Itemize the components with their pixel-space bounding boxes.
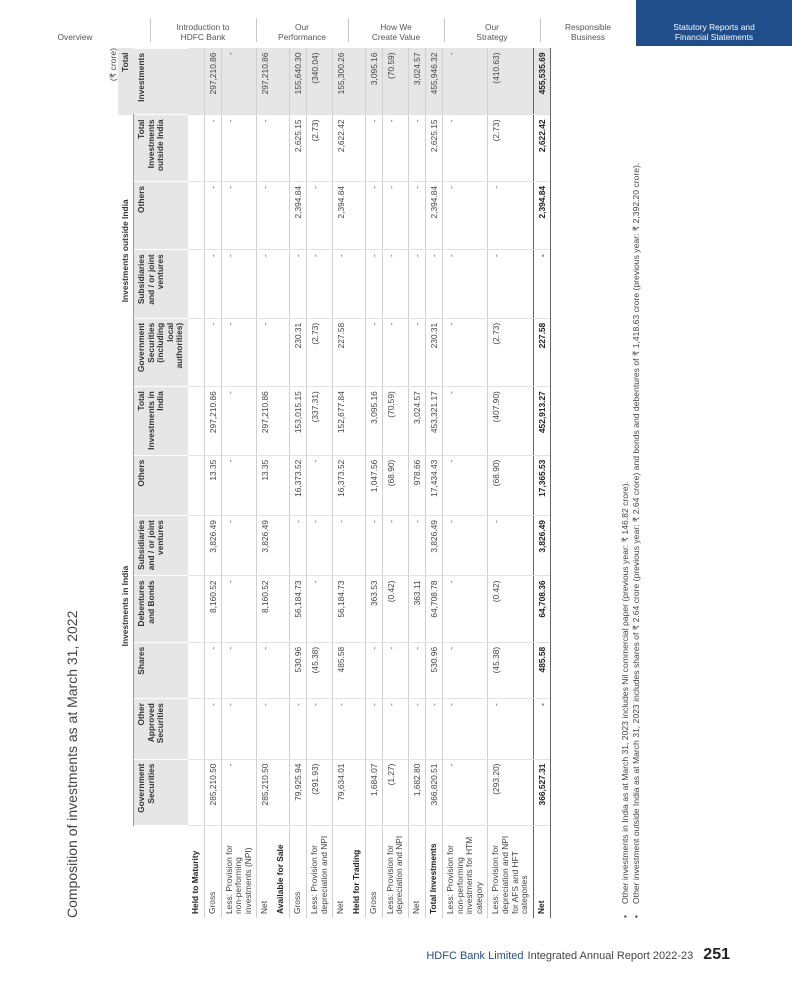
table-cell: 3,826.49: [257, 516, 274, 576]
table-cell: 2,394.84: [426, 181, 443, 249]
footer-report-name: Integrated Annual Report 2022-23: [527, 950, 694, 962]
nav-label: Statutory Reports and Financial Statements: [673, 22, 755, 42]
table-cell: [188, 759, 204, 825]
row-label: Less: Provision for depreciation and NPI: [307, 825, 333, 918]
table-cell: 230.31: [290, 318, 307, 386]
group-header-india: Investments in India: [118, 387, 134, 826]
table-cell: -: [257, 250, 274, 318]
table-cell: (2.73): [488, 115, 533, 181]
table-cell: 3,095.16: [365, 49, 382, 115]
table-cell: [188, 576, 204, 642]
table-cell: -: [257, 115, 274, 181]
table-cell: -: [307, 455, 333, 515]
table-cell: 64,708.36: [533, 576, 550, 642]
table-cell: 3,024.57: [409, 387, 426, 455]
blank-header: [134, 825, 188, 918]
table-row: [333, 49, 350, 919]
table-cell: 13.35: [257, 455, 274, 515]
table-cell: -: [204, 181, 221, 249]
table-body: [188, 49, 550, 919]
table-cell: -: [443, 699, 488, 759]
table-cell: [188, 49, 204, 115]
table-cell: -: [382, 115, 408, 181]
table-cell: [349, 115, 365, 181]
table-cell: [188, 642, 204, 698]
table-cell: -: [382, 516, 408, 576]
nav-overview[interactable]: [0, 0, 150, 46]
row-label: Total Investments: [426, 825, 443, 918]
table-cell: 2,625.15: [426, 115, 443, 181]
table-cell: 2,622.42: [533, 115, 550, 181]
table-cell: -: [204, 642, 221, 698]
table-cell: (407.90): [488, 387, 533, 455]
table-cell: 285,210.50: [204, 759, 221, 825]
table-cell: (70.59): [382, 49, 408, 115]
table-cell: (337.31): [307, 387, 333, 455]
table-cell: -: [257, 318, 274, 386]
table-cell: (45.38): [307, 642, 333, 698]
table-cell: -: [290, 516, 307, 576]
table-cell: 3,826.49: [533, 516, 550, 576]
footnote-text: Other investments in India as at March 31, 2023 includes Nil commercial paper (previous year: ₹ 146.82 crore).: [620, 481, 630, 904]
table-cell: -: [290, 250, 307, 318]
table-row: [221, 49, 257, 919]
row-label: Available for Sale: [275, 844, 286, 914]
table-cell: 79,925.94: [290, 759, 307, 825]
column-header: Government Securities (including local authorities): [134, 318, 188, 386]
table-cell: 64,708.78: [426, 576, 443, 642]
table-row: [409, 49, 426, 919]
group-header-total: Total: [118, 49, 134, 115]
row-label: Less: Provision for depreciation and NPI for AFS and HFT categories: [488, 825, 533, 918]
nav-label: Introduction to HDFC Bank: [176, 22, 230, 42]
table-cell: -: [365, 516, 382, 576]
column-header: Debentures and Bonds: [134, 576, 188, 642]
table-row: [365, 49, 382, 919]
table-cell: -: [488, 699, 533, 759]
table-cell: 297,210.86: [257, 49, 274, 115]
section-nav: [0, 0, 792, 46]
table-cell: -: [221, 115, 257, 181]
table-cell: 16,373.52: [290, 455, 307, 515]
nav-create-value[interactable]: [348, 0, 444, 46]
table-cell: -: [221, 49, 257, 115]
table-cell: -: [443, 387, 488, 455]
table-cell: -: [307, 576, 333, 642]
table-cell: 2,394.84: [533, 181, 550, 249]
table-cell: (293.20): [488, 759, 533, 825]
table-cell: [349, 576, 365, 642]
table-row: [204, 49, 221, 919]
table-row: [290, 49, 307, 919]
table-cell: 8,160.52: [257, 576, 274, 642]
row-label: Held for Trading: [351, 849, 362, 914]
table-cell: -: [443, 181, 488, 249]
table-cell: 155,640.30: [290, 49, 307, 115]
table-cell: 17,365.53: [533, 455, 550, 515]
table-cell: -: [307, 516, 333, 576]
page-footer: [426, 946, 730, 964]
row-label: Net: [533, 825, 550, 918]
table-cell: -: [221, 387, 257, 455]
table-cell: -: [443, 455, 488, 515]
table-cell: 227.58: [533, 318, 550, 386]
table-cell: -: [365, 250, 382, 318]
table-cell: 485.58: [333, 642, 350, 698]
section-row: [188, 49, 204, 919]
page-number: 251: [703, 946, 730, 963]
table-cell: [188, 516, 204, 576]
nav-label: Overview: [57, 32, 93, 42]
table-cell: -: [443, 576, 488, 642]
row-label: Net: [257, 825, 274, 918]
table-cell: [188, 318, 204, 386]
table-cell: 530.96: [426, 642, 443, 698]
row-label: Gross: [365, 825, 382, 918]
table-cell: 3,095.16: [365, 387, 382, 455]
footnotes: [620, 48, 641, 918]
table-cell: -: [307, 250, 333, 318]
table-cell: [349, 699, 365, 759]
table-cell: -: [426, 699, 443, 759]
table-cell: [188, 699, 204, 759]
table-cell: -: [307, 699, 333, 759]
row-label: Less: Provision for non-performing investments (NPI): [221, 825, 257, 918]
table-cell: -: [333, 516, 350, 576]
table-cell: [188, 250, 204, 318]
table-cell: [349, 318, 365, 386]
table-cell: [273, 642, 289, 698]
table-cell: [349, 455, 365, 515]
table-cell: -: [426, 250, 443, 318]
table-cell: -: [488, 181, 533, 249]
table-cell: 366,820.51: [426, 759, 443, 825]
table-cell: -: [221, 318, 257, 386]
table-cell: 366,527.31: [533, 759, 550, 825]
table-cell: 1,047.56: [365, 455, 382, 515]
table-cell: [273, 49, 289, 115]
table-cell: (340.04): [307, 49, 333, 115]
table-cell: 285,210.50: [257, 759, 274, 825]
table-cell: -: [257, 642, 274, 698]
table-cell: 3,826.49: [426, 516, 443, 576]
table-cell: -: [365, 181, 382, 249]
table-cell: 297,210.86: [204, 387, 221, 455]
table-cell: 455,946.32: [426, 49, 443, 115]
table-cell: 453,321.17: [426, 387, 443, 455]
table-cell: -: [443, 115, 488, 181]
page-title: Composition of investments as at March 31, 2022: [64, 610, 80, 918]
table-cell: (1.27): [382, 759, 408, 825]
table-cell: -: [382, 699, 408, 759]
table-cell: 17,434.43: [426, 455, 443, 515]
table-cell: (291.93): [307, 759, 333, 825]
investments-table: [118, 48, 551, 918]
table-cell: 363.53: [365, 576, 382, 642]
table-cell: [273, 455, 289, 515]
table-cell: 16,373.52: [333, 455, 350, 515]
row-label: Less: Provision for non-performing investments for HTM category: [443, 825, 488, 918]
column-header: Investments: [134, 49, 188, 115]
table-cell: 2,394.84: [290, 181, 307, 249]
table-cell: (70.59): [382, 387, 408, 455]
table-cell: [273, 318, 289, 386]
column-header: Other Approved Securities: [134, 699, 188, 759]
table-cell: -: [443, 250, 488, 318]
table-cell: [273, 759, 289, 825]
table-row: [307, 49, 333, 919]
column-header-row: [134, 49, 188, 919]
row-label: Held to Maturity: [190, 850, 201, 914]
table-row: [443, 49, 488, 919]
nav-label: How We Create Value: [371, 22, 421, 42]
section-row: [273, 49, 289, 919]
table-cell: [188, 181, 204, 249]
table-cell: [349, 387, 365, 455]
table-row: [426, 49, 443, 919]
table-cell: -: [204, 318, 221, 386]
table-cell: (2.73): [307, 115, 333, 181]
footnote: [631, 48, 642, 918]
table-row: [488, 49, 533, 919]
table-cell: (2.73): [488, 318, 533, 386]
table-cell: (68.90): [382, 455, 408, 515]
table-cell: [273, 115, 289, 181]
table-cell: -: [333, 250, 350, 318]
table-cell: 155,300.26: [333, 49, 350, 115]
table-cell: -: [409, 250, 426, 318]
table-cell: -: [290, 699, 307, 759]
footer-brand: HDFC Bank Limited: [426, 950, 524, 962]
table-cell: -: [365, 699, 382, 759]
table-cell: 363.11: [409, 576, 426, 642]
blank-header: [118, 825, 134, 918]
table-cell: 230.31: [426, 318, 443, 386]
nav-strategy[interactable]: [444, 0, 540, 46]
table-cell: 56,184.73: [333, 576, 350, 642]
table-cell: 153,015.15: [290, 387, 307, 455]
table-cell: -: [488, 250, 533, 318]
row-label: Less: Provision for depreciation and NPI: [382, 825, 408, 918]
table-cell: 1,684.07: [365, 759, 382, 825]
column-header: Total Investments outside India: [134, 115, 188, 181]
table-cell: -: [365, 115, 382, 181]
table-row: [257, 49, 274, 919]
table-cell: [349, 516, 365, 576]
table-cell: (2.73): [307, 318, 333, 386]
group-header-row: [118, 49, 134, 919]
rotated-page-content: [64, 48, 664, 918]
table-cell: [273, 576, 289, 642]
row-label: Gross: [204, 825, 221, 918]
table-cell: 530.96: [290, 642, 307, 698]
table-cell: [349, 759, 365, 825]
group-header-outside: Investments outside India: [118, 115, 134, 387]
table-cell: 2,622.42: [333, 115, 350, 181]
table-cell: 227.58: [333, 318, 350, 386]
table-cell: -: [307, 181, 333, 249]
table-cell: [349, 642, 365, 698]
column-header: Government Securities: [134, 759, 188, 825]
table-cell: -: [257, 699, 274, 759]
table-cell: [273, 181, 289, 249]
table-cell: -: [365, 642, 382, 698]
table-cell: -: [382, 181, 408, 249]
table-cell: [273, 250, 289, 318]
table-cell: [188, 115, 204, 181]
nav-introduction[interactable]: [150, 0, 256, 46]
table-cell: -: [333, 699, 350, 759]
table-cell: 297,210.86: [257, 387, 274, 455]
table-cell: -: [204, 115, 221, 181]
table-cell: (45.38): [488, 642, 533, 698]
column-header: Others: [134, 455, 188, 515]
table-cell: -: [409, 318, 426, 386]
table-cell: -: [382, 250, 408, 318]
table-cell: -: [533, 699, 550, 759]
nav-label: Responsible Business: [564, 22, 612, 42]
table-cell: -: [221, 642, 257, 698]
table-cell: -: [443, 642, 488, 698]
table-cell: 3,024.57: [409, 49, 426, 115]
table-cell: (410.63): [488, 49, 533, 115]
table-cell: [188, 387, 204, 455]
table-cell: -: [443, 49, 488, 115]
table-cell: -: [382, 318, 408, 386]
table-cell: -: [204, 699, 221, 759]
table-cell: 485.58: [533, 642, 550, 698]
nav-label: Our Performance: [278, 22, 326, 42]
bullet-icon: •: [620, 914, 630, 918]
nav-label: Our Strategy: [476, 22, 508, 42]
table-cell: -: [409, 115, 426, 181]
section-row: [349, 49, 365, 919]
row-label: Net: [409, 825, 426, 918]
table-cell: [273, 387, 289, 455]
table-cell: -: [443, 759, 488, 825]
table-cell: -: [443, 516, 488, 576]
table-cell: [349, 250, 365, 318]
table-cell: -: [533, 250, 550, 318]
column-header: Total Investments in India: [134, 387, 188, 455]
table-cell: [273, 699, 289, 759]
table-cell: 56,184.73: [290, 576, 307, 642]
nav-performance[interactable]: [256, 0, 348, 46]
table-cell: 13.35: [204, 455, 221, 515]
table-cell: -: [204, 250, 221, 318]
table-row: [533, 49, 550, 919]
table-cell: 8,160.52: [204, 576, 221, 642]
table-cell: -: [221, 759, 257, 825]
table-cell: (0.42): [488, 576, 533, 642]
table-cell: [273, 516, 289, 576]
table-cell: 297,210.86: [204, 49, 221, 115]
footnote-text: Other investment outside India as at March 31, 2023 includes shares of ₹ 2.64 crore (previous year: ₹ 2.64 crore) and bonds and debentures of ₹ 1,418.63 crore (previous year: ₹ 2,392.20 crore).: [630, 162, 641, 904]
table-cell: 3,826.49: [204, 516, 221, 576]
table-cell: [349, 49, 365, 115]
nav-statutory-reports[interactable]: [636, 0, 792, 46]
table-cell: -: [443, 318, 488, 386]
unit-label: (₹ crore): [108, 48, 118, 82]
column-header: Shares: [134, 642, 188, 698]
table-cell: 2,394.84: [333, 181, 350, 249]
table-cell: -: [409, 516, 426, 576]
table-cell: (68.90): [488, 455, 533, 515]
table-cell: 79,634.01: [333, 759, 350, 825]
row-label: Net: [333, 825, 350, 918]
table-cell: 2,625.15: [290, 115, 307, 181]
table-cell: 452,913.27: [533, 387, 550, 455]
table-cell: -: [221, 576, 257, 642]
column-header: Subsidiaries and / or joint ventures: [134, 250, 188, 318]
table-cell: -: [221, 250, 257, 318]
table-cell: -: [257, 181, 274, 249]
table-cell: (0.42): [382, 576, 408, 642]
table-cell: -: [409, 181, 426, 249]
column-header: Subsidiaries and / or joint ventures: [134, 516, 188, 576]
table-cell: [188, 455, 204, 515]
table-cell: -: [221, 455, 257, 515]
table-cell: 1,682.80: [409, 759, 426, 825]
table-cell: -: [382, 642, 408, 698]
bullet-icon: •: [630, 914, 641, 918]
table-cell: -: [221, 516, 257, 576]
row-label: Gross: [290, 825, 307, 918]
table-cell: -: [488, 516, 533, 576]
table-cell: -: [409, 699, 426, 759]
nav-responsible-business[interactable]: [540, 0, 636, 46]
table-cell: -: [221, 181, 257, 249]
footnote: [620, 48, 631, 918]
table-cell: -: [409, 642, 426, 698]
table-cell: [349, 181, 365, 249]
table-cell: 978.66: [409, 455, 426, 515]
table-cell: -: [221, 699, 257, 759]
table-cell: -: [365, 318, 382, 386]
table-cell: 455,535.69: [533, 49, 550, 115]
column-header: Others: [134, 181, 188, 249]
table-row: [382, 49, 408, 919]
table-cell: 152,677.84: [333, 387, 350, 455]
